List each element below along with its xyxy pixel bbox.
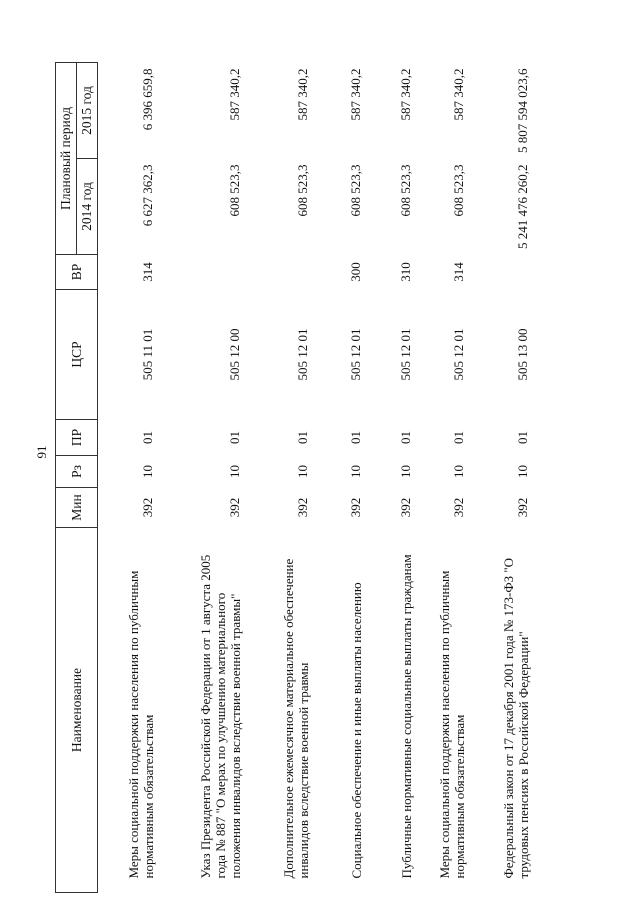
row-2015: 587 340,2 (450, 68, 466, 121)
row-pr: 01 (450, 431, 466, 444)
row-rz: 10 (294, 465, 310, 478)
row-vr (467, 255, 531, 290)
budget-table (55, 62, 531, 893)
row-csr: 505 11 01 (139, 328, 155, 381)
header-vr: ВР (56, 255, 98, 290)
rotated-budget-table-page (55, 63, 585, 893)
row-pr: 01 (347, 431, 363, 444)
row-csr: 505 12 01 (397, 328, 413, 381)
row-vr: 310 (397, 262, 413, 282)
row-2014: 608 523,3 (450, 164, 466, 217)
row-2015: 587 340,2 (226, 68, 242, 121)
table-row (311, 62, 364, 892)
row-name: Публичные нормативные социальные выплаты гражданам (398, 554, 414, 879)
table-row (98, 62, 156, 892)
header-csr: ЦСР (56, 290, 98, 420)
row-vr: 314 (450, 262, 466, 282)
row-rz: 10 (450, 465, 466, 478)
table-row (243, 62, 311, 892)
row-rz: 10 (514, 465, 530, 478)
row-vr (243, 255, 311, 290)
header-planned-period: Плановый период (56, 62, 77, 254)
row-csr: 505 13 00 (514, 328, 530, 381)
table-body (98, 62, 531, 892)
table-row (414, 62, 467, 892)
row-min: 392 (450, 497, 466, 518)
table-row (364, 62, 414, 892)
table-row (156, 62, 243, 892)
row-rz: 10 (347, 465, 363, 478)
header-rz: Рз (56, 456, 98, 488)
row-rz: 10 (397, 465, 413, 478)
row-2014: 608 523,3 (226, 164, 242, 217)
row-min: 392 (226, 497, 242, 518)
row-min: 392 (139, 497, 155, 518)
row-rz: 10 (139, 465, 155, 478)
table-header (56, 62, 98, 892)
page-number: 91 (34, 445, 49, 459)
row-rz: 10 (226, 465, 242, 478)
row-csr: 505 12 01 (450, 328, 466, 381)
table-row (467, 62, 531, 892)
row-csr: 505 12 01 (294, 328, 310, 381)
row-vr: 300 (347, 262, 363, 282)
row-pr: 01 (514, 431, 530, 444)
row-name: Меры социальной поддержки населения по публичным нормативным обязательствам (125, 570, 156, 879)
row-2014: 608 523,3 (347, 164, 363, 217)
row-min: 392 (397, 497, 413, 518)
header-name: Наименование (56, 528, 98, 893)
header-min: Мин (56, 488, 98, 528)
row-min: 392 (347, 497, 363, 518)
row-name: Меры социальной поддержки населения по публичным нормативным обязательствам (436, 570, 467, 879)
row-vr: 314 (139, 262, 155, 282)
row-name: Указ Президента Российской Федерации от 1 августа 2005 года № 887 "О мерах по улучшению материального положения инвалидов вследствие военной травмы" (197, 554, 243, 879)
row-2015: 5 807 594 023,6 (514, 68, 530, 153)
row-2015: 587 340,2 (347, 68, 363, 121)
header-2015: 2015 год (77, 62, 98, 158)
row-pr: 01 (294, 431, 310, 444)
row-csr: 505 12 01 (347, 328, 363, 381)
row-2014: 608 523,3 (397, 164, 413, 217)
row-2015: 587 340,2 (294, 68, 310, 121)
row-pr: 01 (226, 431, 242, 444)
row-pr: 01 (397, 431, 413, 444)
row-name: Федеральный закон от 17 декабря 2001 года № 173-ФЗ "О трудовых пенсиях в Российской Федерации" (500, 557, 531, 879)
row-min: 392 (514, 497, 530, 518)
row-vr (156, 255, 243, 290)
row-name: Дополнительное ежемесячное материальное обеспечение инвалидов вследствие военной травмы (280, 558, 311, 879)
row-name: Социальное обеспечение и иные выплаты населению (348, 582, 364, 879)
row-2014: 6 627 362,3 (139, 164, 155, 227)
row-2015: 6 396 659,8 (139, 68, 155, 131)
row-min: 392 (294, 497, 310, 518)
header-2014: 2014 год (77, 159, 98, 255)
row-pr: 01 (139, 431, 155, 444)
row-csr: 505 12 00 (226, 328, 242, 381)
header-pr: ПР (56, 420, 98, 456)
row-2014: 608 523,3 (294, 164, 310, 217)
row-2015: 587 340,2 (397, 68, 413, 121)
row-2014: 5 241 476 260,2 (514, 164, 530, 249)
